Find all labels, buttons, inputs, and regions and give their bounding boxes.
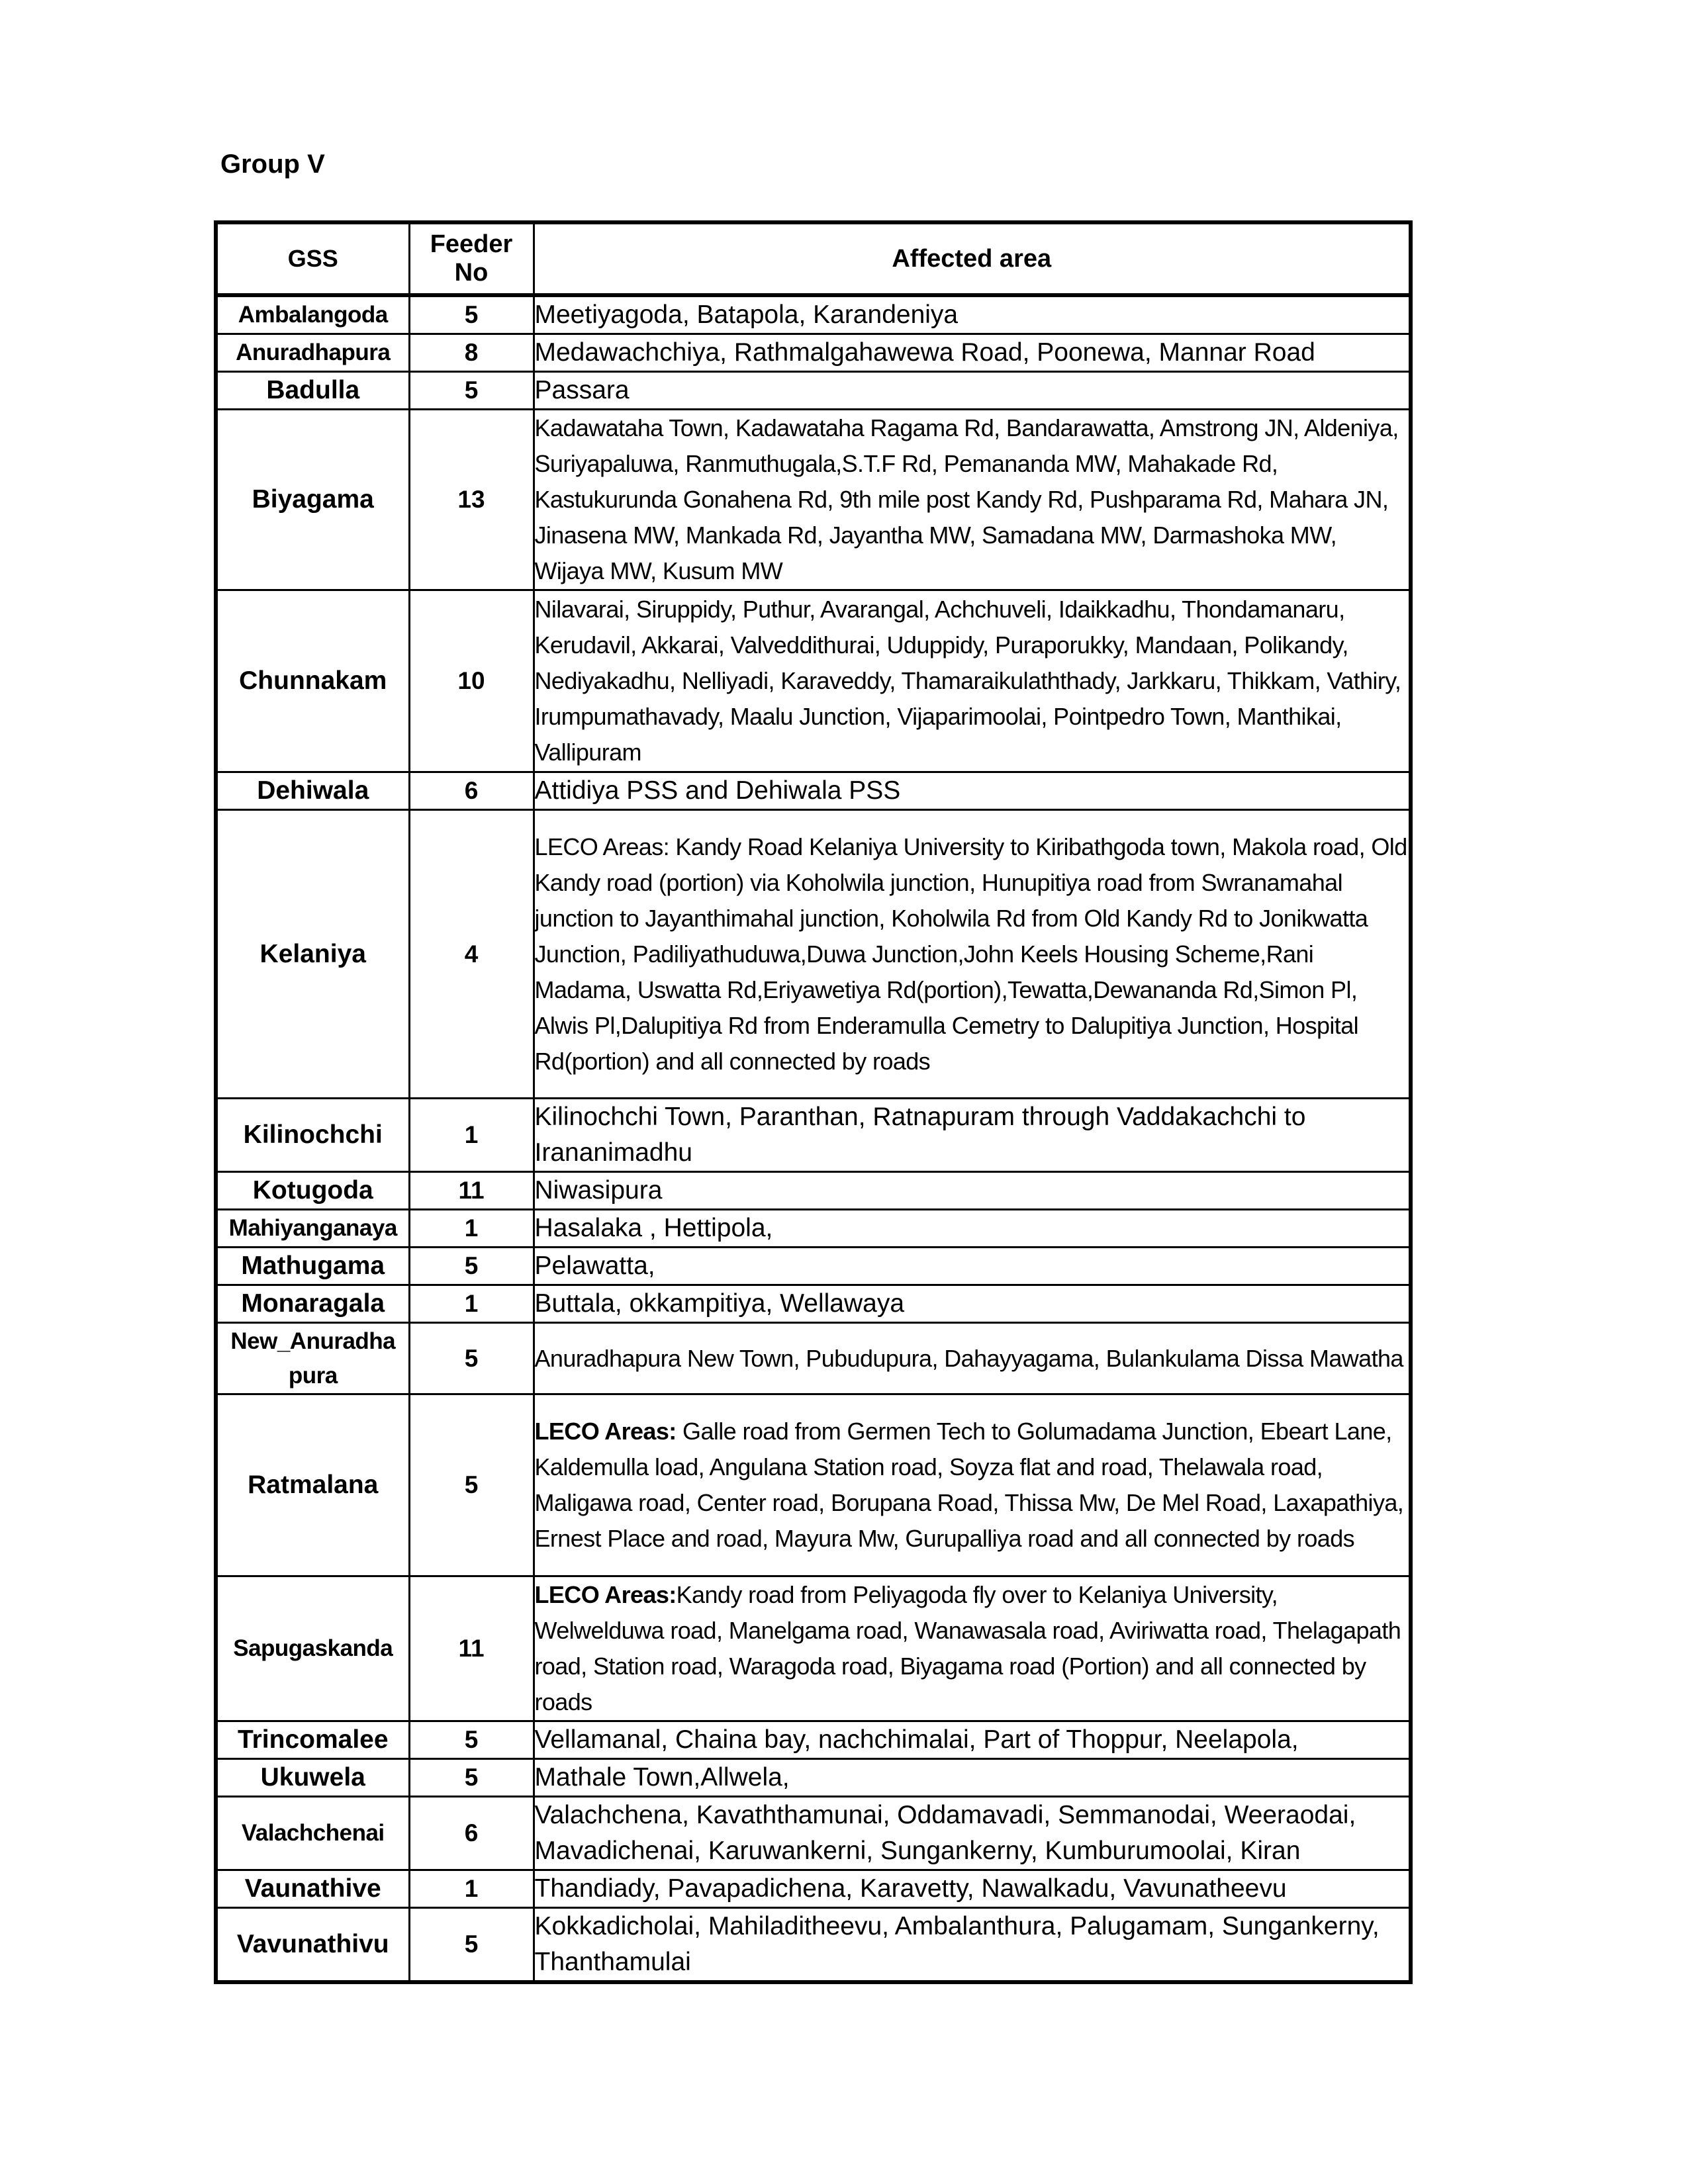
affected-area-cell: Medawachchiya, Rathmalgahawewa Road, Poonewa, Mannar Road [534,334,1411,372]
table-row [216,590,1411,772]
affected-area-cell: Passara [534,372,1411,410]
feeder-cell: 5 [409,372,534,410]
affected-area-cell: Vellamanal, Chaina bay, nachchimalai, Part of Thoppur, Neelapola, [534,1721,1411,1759]
affected-area-cell: Kokkadicholai, Mahiladitheevu, Ambalanthura, Palugamam, Sungankerny, Thanthamulai [534,1908,1411,1983]
gss-cell: Badulla [216,372,409,410]
affected-area-cell [534,1394,1411,1576]
affected-area-cell: Anuradhapura New Town, Pubudupura, Dahayyagama, Bulankulama Dissa Mawatha [534,1323,1411,1394]
gss-cell: Mathugama [216,1248,409,1285]
feeder-cell: 5 [409,1721,534,1759]
affected-area-cell: Kadawataha Town, Kadawataha Ragama Rd, Bandarawatta, Amstrong JN, Aldeniya, Suriyapaluwa, Ranmuthugala,S.T.F Rd, Pemananda MW, Mahakade Rd, Kastukurunda Gonahena Rd, 9th mile post Kandy Rd, Pushparama Rd, Mahara JN, Jinasena MW, Mankada Rd, Jayantha MW, Samadana MW, Darmashoka MW, Wijaya MW, Kusum MW [534,410,1411,590]
feeder-cell: 6 [409,772,534,810]
affected-area-cell: Kilinochchi Town, Paranthan, Ratnapuram through Vaddakachchi to Irananimadhu [534,1099,1411,1172]
gss-cell: Anuradhapura [216,334,409,372]
column-header-affected-area: Affected area [534,222,1411,295]
table-row [216,1759,1411,1797]
table-row [216,372,1411,410]
affected-area-cell: Valachchena, Kavaththamunai, Oddamavadi, Semmanodai, Weeraodai, Mavadichenai, Karuwankerni, Sungankerny, Kumburumoolai, Kiran [534,1797,1411,1870]
feeder-cell: 11 [409,1576,534,1721]
feeder-cell: 1 [409,1285,534,1323]
feeder-cell: 10 [409,590,534,772]
outage-table [214,220,1413,1984]
gss-cell: Ratmalana [216,1394,409,1576]
gss-cell: Kilinochchi [216,1099,409,1172]
affected-area-text: Kandy road from Peliyagoda fly over to Kelaniya University, Welwelduwa road, Manelgama road, Wanawasala road, Aviriwatta road, Thelagapath road, Station road, Waragoda road, Biyagama road (Portion) and all connected by roads [534,1581,1401,1715]
table-row [216,410,1411,590]
feeder-cell: 5 [409,1908,534,1983]
gss-cell: Biyagama [216,410,409,590]
gss-cell: Vaunathive [216,1870,409,1908]
table-row [216,1172,1411,1210]
gss-cell: Vavunathivu [216,1908,409,1983]
table-row [216,334,1411,372]
table-row [216,1248,1411,1285]
affected-area-cell: LECO Areas: Kandy Road Kelaniya University to Kiribathgoda town, Makola road, Old Kandy road (portion) via Koholwila junction, Hunupitiya road from Swranamahal junction to Jayanthimahal junction, Koholwila Rd from Old Kandy Rd to Jonikwatta Junction, Padiliyathuduwa,Duwa Junction,John Keels Housing Scheme,Rani Madama, Uswatta Rd,Eriyawetiya Rd(portion),Tewatta,Dewananda Rd,Simon Pl, Alwis Pl,Dalupitiya Rd from Enderamulla Cemetry to Dalupitiya Junction, Hospital Rd(portion) and all connected by roads [534,810,1411,1099]
table-row [216,1285,1411,1323]
gss-cell: Mahiyanganaya [216,1210,409,1248]
affected-area-cell [534,1576,1411,1721]
affected-area-cell: Niwasipura [534,1172,1411,1210]
feeder-cell: 1 [409,1870,534,1908]
table-row [216,1323,1411,1394]
leco-areas-label: LECO Areas: [534,1418,677,1445]
column-header-feeder: Feeder No [409,222,534,295]
gss-cell: Monaragala [216,1285,409,1323]
table-header-row [216,222,1411,295]
column-header-gss: GSS [216,222,409,295]
feeder-cell: 4 [409,810,534,1099]
table-row [216,1394,1411,1576]
gss-cell: New_Anuradha pura [216,1323,409,1394]
feeder-cell: 5 [409,1323,534,1394]
table-row [216,1721,1411,1759]
table-row [216,772,1411,810]
table-row [216,1797,1411,1870]
gss-cell: Ukuwela [216,1759,409,1797]
gss-cell: Ambalangoda [216,295,409,334]
affected-area-cell: Buttala, okkampitiya, Wellawaya [534,1285,1411,1323]
feeder-cell: 5 [409,1759,534,1797]
table-row [216,810,1411,1099]
gss-cell: Kelaniya [216,810,409,1099]
gss-cell: Sapugaskanda [216,1576,409,1721]
gss-cell: Dehiwala [216,772,409,810]
leco-areas-label: LECO Areas: [534,1581,677,1608]
affected-area-cell: Nilavarai, Siruppidy, Puthur, Avarangal, Achchuveli, Idaikkadhu, Thondamanaru, Kerudavil, Akkarai, Valveddithurai, Uduppidy, Puraporukky, Mandaan, Polikandy, Nediyakadhu, Nelliyadi, Karaveddy, Thamaraikulaththady, Jarkkaru, Thikkam, Vathiry, Irumpumathavady, Maalu Junction, Vijaparimoolai, Pointpedro Town, Manthikai, Vallipuram [534,590,1411,772]
affected-area-cell: Mathale Town,Allwela, [534,1759,1411,1797]
affected-area-cell: Thandiady, Pavapadichena, Karavetty, Nawalkadu, Vavunatheevu [534,1870,1411,1908]
feeder-cell: 5 [409,1394,534,1576]
affected-area-cell: Pelawatta, [534,1248,1411,1285]
feeder-cell: 11 [409,1172,534,1210]
feeder-cell: 8 [409,334,534,372]
table-row [216,1870,1411,1908]
gss-cell: Chunnakam [216,590,409,772]
affected-area-cell: Meetiyagoda, Batapola, Karandeniya [534,295,1411,334]
affected-area-cell: Attidiya PSS and Dehiwala PSS [534,772,1411,810]
gss-cell: Valachchenai [216,1797,409,1870]
feeder-cell: 1 [409,1099,534,1172]
gss-cell: Trincomalee [216,1721,409,1759]
table-row [216,295,1411,334]
table-row [216,1908,1411,1983]
feeder-cell: 5 [409,1248,534,1285]
feeder-cell: 1 [409,1210,534,1248]
affected-area-text: Galle road from Germen Tech to Golumadama Junction, Ebeart Lane, Kaldemulla load, Angulana Station road, Soyza flat and road, Thelawala road, Maligawa road, Center road, Borupana Road, Thissa Mw, De Mel Road, Laxapathiya, Ernest Place and road, Mayura Mw, Gurupalliya road and all connected by roads [534,1418,1404,1552]
gss-cell: Kotugoda [216,1172,409,1210]
table-row [216,1576,1411,1721]
page-heading: Group V [220,150,325,179]
affected-area-cell: Hasalaka , Hettipola, [534,1210,1411,1248]
table-row [216,1210,1411,1248]
feeder-cell: 5 [409,295,534,334]
table-row [216,1099,1411,1172]
feeder-cell: 13 [409,410,534,590]
feeder-cell: 6 [409,1797,534,1870]
